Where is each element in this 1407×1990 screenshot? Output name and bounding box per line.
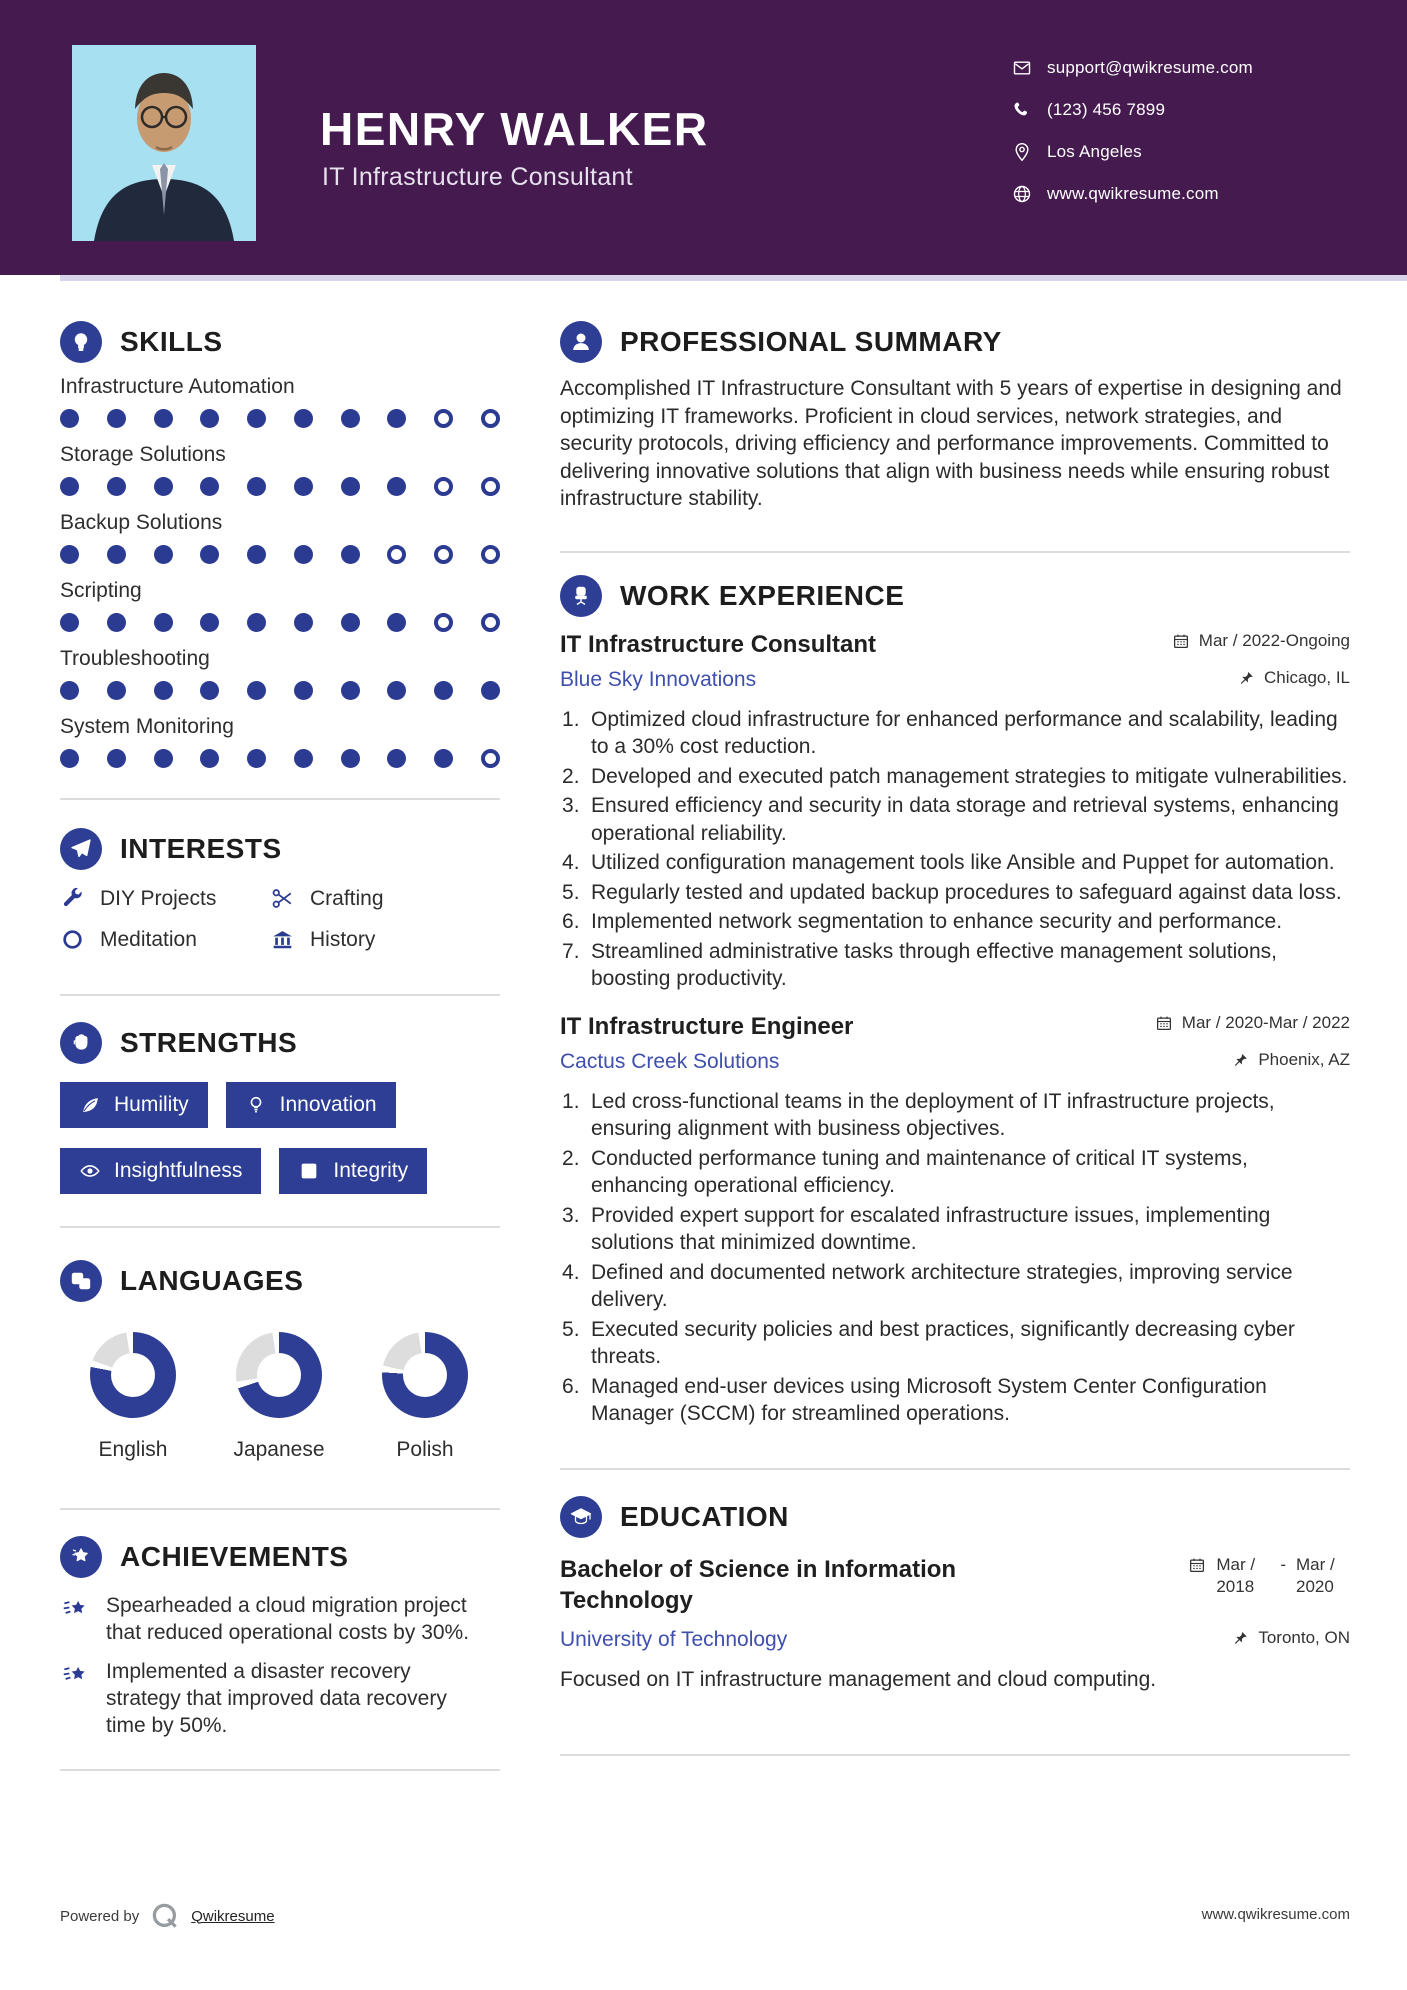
- pushpin-icon: [1231, 1629, 1249, 1647]
- contact-text[interactable]: (123) 456 7899: [1047, 100, 1166, 119]
- divider: [60, 994, 500, 996]
- skill-dot-filled: [341, 545, 360, 564]
- section-education-heading: [560, 1496, 1350, 1538]
- skill-dot-filled: [200, 749, 219, 768]
- skill-item: [60, 579, 500, 632]
- section-interests-heading: [60, 828, 500, 870]
- main-column: [560, 275, 1350, 1756]
- skill-dot-empty: [481, 749, 500, 768]
- achievements-title: ACHIEVEMENTS: [120, 1541, 349, 1572]
- skill-dot-filled: [107, 545, 126, 564]
- skill-dot-filled: [387, 749, 406, 768]
- contact-text[interactable]: www.qwikresume.com: [1047, 184, 1219, 203]
- experience-list: [560, 631, 1350, 1428]
- language-label: Japanese: [233, 1438, 325, 1461]
- skill-rating: [60, 477, 500, 496]
- job-bullets: [560, 706, 1350, 993]
- language-donut: [90, 1332, 176, 1418]
- experience-bullet: Regularly tested and updated backup procedures to safeguard against data loss.: [591, 880, 1342, 904]
- interests-list: [60, 886, 500, 952]
- bulb-icon: [245, 1094, 267, 1116]
- skill-dot-filled: [60, 409, 79, 428]
- section-experience-heading: [560, 575, 1350, 617]
- skill-dot-filled: [154, 749, 173, 768]
- calendar-icon: [1172, 632, 1190, 650]
- achievement-text: Implemented a disaster recovery strategy that improved data recovery time by 50%.: [106, 1660, 447, 1737]
- skill-dot-filled: [387, 477, 406, 496]
- person-role: IT Infrastructure Consultant: [322, 163, 633, 191]
- experience-bullet: Led cross-functional teams in the deployment of IT infrastructure projects, ensuring alignment with business objectives.: [591, 1089, 1275, 1140]
- skill-dot-empty: [434, 545, 453, 564]
- strength-chip: [60, 1082, 208, 1128]
- leaf-icon: [79, 1094, 101, 1116]
- skill-item: [60, 647, 500, 700]
- footer-site-url: www.qwikresume.com: [1201, 1906, 1350, 1923]
- calendar-icon: [1188, 1556, 1206, 1574]
- skill-item: [60, 715, 500, 768]
- education-start-date: Mar / 2018: [1216, 1554, 1256, 1596]
- person-icon: [560, 321, 602, 363]
- divider: [560, 1754, 1350, 1756]
- skill-dot-filled: [294, 545, 313, 564]
- strength-chip: [279, 1148, 427, 1194]
- skill-rating: [60, 681, 500, 700]
- section-achievements-heading: [60, 1536, 500, 1578]
- skill-rating: [60, 613, 500, 632]
- skill-dot-filled: [247, 545, 266, 564]
- strength-chip: [60, 1148, 261, 1194]
- contact-text[interactable]: support@qwikresume.com: [1047, 58, 1253, 77]
- contact-text: Los Angeles: [1047, 142, 1142, 161]
- translate-icon: [60, 1260, 102, 1302]
- skill-dot-filled: [154, 545, 173, 564]
- qwikresume-link[interactable]: Qwikresume: [191, 1907, 275, 1925]
- experience-bullet: Managed end-user devices using Microsoft System Center Configuration Manager (SCCM) for streamlined operations.: [591, 1374, 1267, 1425]
- shooting-star-icon: [60, 1594, 90, 1624]
- section-languages-heading: [60, 1260, 500, 1302]
- strength-label: Integrity: [333, 1159, 409, 1182]
- skill-dot-filled: [341, 681, 360, 700]
- skill-dot-empty: [481, 613, 500, 632]
- powered-by-label: Powered by: [60, 1907, 140, 1925]
- experience-bullet: Defined and documented network architecture strategies, improving service delivery.: [591, 1260, 1293, 1311]
- experience-bullet: Optimized cloud infrastructure for enhanced performance and scalability, leading to a 30% cost reduction.: [591, 707, 1338, 758]
- skill-dot-filled: [387, 409, 406, 428]
- language-item: [352, 1332, 498, 1462]
- skill-dot-filled: [60, 477, 79, 496]
- experience-bullet: Utilized configuration management tools like Ansible and Puppet for automation.: [591, 851, 1335, 874]
- lightbulb-icon: [60, 321, 102, 363]
- skill-item: [60, 375, 500, 428]
- company-name[interactable]: Cactus Creek Solutions: [560, 1049, 780, 1073]
- paper-plane-icon: [60, 828, 102, 870]
- job-title: IT Infrastructure Consultant: [560, 630, 877, 658]
- language-donut: [382, 1332, 468, 1418]
- skill-dot-filled: [200, 681, 219, 700]
- skill-dot-filled: [341, 613, 360, 632]
- contact-item: [1012, 140, 1253, 164]
- mail-icon: [1012, 58, 1032, 78]
- skill-dot-filled: [154, 409, 173, 428]
- education-location: Toronto, ON: [1231, 1628, 1350, 1652]
- experience-bullet: Provided expert support for escalated infrastructure issues, implementing solutions that minimized downtime.: [591, 1203, 1271, 1254]
- divider: [560, 551, 1350, 553]
- education-end-date: Mar / 2020: [1296, 1554, 1335, 1596]
- job-dates: Mar / 2020-Mar / 2022: [1155, 1013, 1350, 1033]
- skill-dot-filled: [294, 681, 313, 700]
- education-subheader: [560, 1628, 1350, 1652]
- language-donut: [236, 1332, 322, 1418]
- skill-dot-empty: [481, 409, 500, 428]
- skill-dot-filled: [247, 749, 266, 768]
- pushpin-icon: [1237, 669, 1255, 687]
- languages-title: LANGUAGES: [120, 1265, 304, 1296]
- job-dates: Mar / 2022-Ongoing: [1172, 631, 1350, 651]
- experience-bullet: Executed security policies and best practices, significantly decreasing cyber threats.: [591, 1317, 1295, 1368]
- avatar: [72, 45, 256, 241]
- language-item: [60, 1332, 206, 1462]
- profile-photo: [72, 45, 256, 241]
- skill-dot-filled: [294, 477, 313, 496]
- sidebar-column: [60, 275, 500, 1771]
- skill-dot-filled: [294, 749, 313, 768]
- skill-dot-filled: [294, 409, 313, 428]
- svg-text:A: A: [74, 1274, 81, 1284]
- interest-item: [270, 886, 500, 911]
- skill-dot-filled: [247, 681, 266, 700]
- achievement-text: Spearheaded a cloud migration project that reduced operational costs by 30%.: [106, 1594, 470, 1644]
- skill-dot-filled: [60, 749, 79, 768]
- skill-dot-empty: [481, 545, 500, 564]
- skill-dot-empty: [434, 613, 453, 632]
- education-note: Focused on IT infrastructure management and cloud computing.: [560, 1667, 1157, 1691]
- section-strengths-heading: [60, 1022, 500, 1064]
- circle-icon: [60, 927, 85, 952]
- calendar-icon: [1155, 1014, 1173, 1032]
- skill-dot-filled: [60, 681, 79, 700]
- contact-list: [1012, 56, 1253, 224]
- skill-dot-empty: [481, 477, 500, 496]
- experience-bullet: Implemented network segmentation to enhance security and performance.: [591, 910, 1283, 933]
- skill-dot-filled: [154, 613, 173, 632]
- divider: [60, 1226, 500, 1228]
- museum-icon: [270, 927, 295, 952]
- scissors-icon: [270, 886, 295, 911]
- section-summary-heading: [560, 321, 1350, 363]
- skill-dot-filled: [387, 681, 406, 700]
- interest-item: [60, 927, 270, 952]
- language-label: English: [98, 1438, 168, 1461]
- experience-bullet: Conducted performance tuning and maintenance of critical IT systems, enhancing operational efficiency.: [591, 1146, 1248, 1197]
- job-entry: [560, 1013, 1350, 1428]
- school-name[interactable]: University of Technology: [560, 1627, 788, 1651]
- skill-dot-filled: [247, 477, 266, 496]
- skill-dot-filled: [200, 613, 219, 632]
- skill-dot-filled: [387, 613, 406, 632]
- job-entry: [560, 631, 1350, 993]
- skill-dot-filled: [60, 545, 79, 564]
- pin-icon: [1012, 142, 1032, 162]
- interest-label: Crafting: [310, 886, 384, 910]
- achievements-list: [60, 1592, 500, 1739]
- education-date-separator: -: [1280, 1554, 1286, 1574]
- experience-bullet: Ensured efficiency and security in data storage and retrieval systems, enhancing operational reliability.: [591, 794, 1339, 845]
- eye-icon: [79, 1160, 101, 1182]
- interest-item: [270, 927, 500, 952]
- job-title: IT Infrastructure Engineer: [560, 1012, 854, 1040]
- skill-label: Scripting: [60, 579, 142, 602]
- person-name: HENRY WALKER: [320, 103, 709, 155]
- skill-dot-filled: [341, 477, 360, 496]
- experience-title: WORK EXPERIENCE: [620, 579, 905, 611]
- fist-icon: [60, 1022, 102, 1064]
- skill-dot-filled: [107, 409, 126, 428]
- language-item: [206, 1332, 352, 1462]
- medal-star-icon: [60, 1536, 102, 1578]
- company-name[interactable]: Blue Sky Innovations: [560, 667, 757, 691]
- skill-item: [60, 443, 500, 496]
- wrench-icon: [60, 886, 85, 911]
- divider: [60, 1508, 500, 1510]
- strengths-title: STRENGTHS: [120, 1027, 298, 1058]
- language-label: Polish: [396, 1438, 454, 1461]
- skill-label: System Monitoring: [60, 715, 234, 738]
- summary-title: PROFESSIONAL SUMMARY: [620, 326, 1002, 357]
- skill-item: [60, 511, 500, 564]
- interest-label: DIY Projects: [100, 886, 217, 910]
- check-square-icon: [298, 1160, 320, 1182]
- skills-title: SKILLS: [120, 326, 223, 357]
- summary-text: Accomplished IT Infrastructure Consultant with 5 years of expertise in designing and optimizing IT frameworks. Proficient in cloud services, network strategies, and security protocols, driving efficiency and performance improvements. Committed to delivering innovative solutions that align with business needs while ensuring robust infrastructure stability.: [560, 377, 1342, 510]
- experience-bullet: Developed and executed patch management strategies to mitigate vulnerabilities.: [591, 764, 1348, 788]
- interest-label: History: [310, 927, 376, 951]
- skill-dot-filled: [107, 613, 126, 632]
- skill-dot-filled: [107, 749, 126, 768]
- skill-dot-empty: [434, 409, 453, 428]
- skill-rating: [60, 749, 500, 768]
- interests-title: INTERESTS: [120, 833, 282, 864]
- skill-dot-filled: [154, 681, 173, 700]
- strengths-list: [60, 1082, 500, 1194]
- achievement-item: [60, 1592, 500, 1646]
- languages-list: [60, 1332, 500, 1462]
- experience-bullet: Streamlined administrative tasks through effective management solutions, boosting productivity.: [591, 939, 1277, 990]
- skill-dot-filled: [481, 681, 500, 700]
- job-location: Chicago, IL: [1237, 668, 1350, 688]
- job-location: Phoenix, AZ: [1231, 1050, 1350, 1070]
- divider: [560, 1468, 1350, 1470]
- interest-item: [60, 886, 270, 911]
- education-header: [560, 1554, 1350, 1616]
- skill-label: Backup Solutions: [60, 511, 223, 534]
- phone-icon: [1012, 100, 1032, 120]
- skill-dot-filled: [107, 477, 126, 496]
- strength-label: Innovation: [279, 1093, 377, 1116]
- skill-dot-filled: [341, 749, 360, 768]
- skill-dot-filled: [341, 409, 360, 428]
- skill-dot-filled: [247, 613, 266, 632]
- footer-branding: [60, 1901, 275, 1931]
- header-band: [0, 0, 1407, 275]
- education-title: EDUCATION: [620, 1500, 789, 1532]
- job-bullets: [560, 1088, 1350, 1428]
- contact-item[interactable]: [1012, 98, 1253, 122]
- q-logo-icon: [150, 1901, 180, 1931]
- skill-rating: [60, 545, 500, 564]
- skill-dot-filled: [434, 681, 453, 700]
- contact-item[interactable]: [1012, 56, 1253, 80]
- graduation-cap-icon: [560, 1496, 602, 1538]
- interest-label: Meditation: [100, 927, 197, 951]
- skill-dot-filled: [200, 545, 219, 564]
- pushpin-icon: [1231, 1051, 1249, 1069]
- skill-label: Storage Solutions: [60, 443, 226, 466]
- skill-dot-filled: [200, 477, 219, 496]
- skill-dot-empty: [387, 545, 406, 564]
- achievement-item: [60, 1658, 500, 1739]
- skill-dot-empty: [434, 477, 453, 496]
- strength-label: Humility: [114, 1093, 189, 1116]
- skill-dot-filled: [434, 749, 453, 768]
- skill-label: Troubleshooting: [60, 647, 210, 670]
- strength-label: Insightfulness: [114, 1159, 243, 1182]
- skill-dot-filled: [154, 477, 173, 496]
- office-chair-icon: [560, 575, 602, 617]
- skills-list: [60, 375, 500, 768]
- skill-dot-filled: [107, 681, 126, 700]
- skill-dot-filled: [247, 409, 266, 428]
- education-dates: [1188, 1554, 1350, 1616]
- degree-name: Bachelor of Science in Information Technology: [560, 1555, 957, 1614]
- skill-rating: [60, 409, 500, 428]
- section-skills-heading: [60, 321, 500, 363]
- divider: [60, 1769, 500, 1771]
- divider: [60, 798, 500, 800]
- shooting-star-icon: [60, 1660, 90, 1690]
- skill-dot-filled: [200, 409, 219, 428]
- globe-icon: [1012, 184, 1032, 204]
- skill-dot-filled: [60, 613, 79, 632]
- contact-item[interactable]: [1012, 182, 1253, 206]
- skill-dot-filled: [294, 613, 313, 632]
- skill-label: Infrastructure Automation: [60, 375, 295, 398]
- strength-chip: [226, 1082, 396, 1128]
